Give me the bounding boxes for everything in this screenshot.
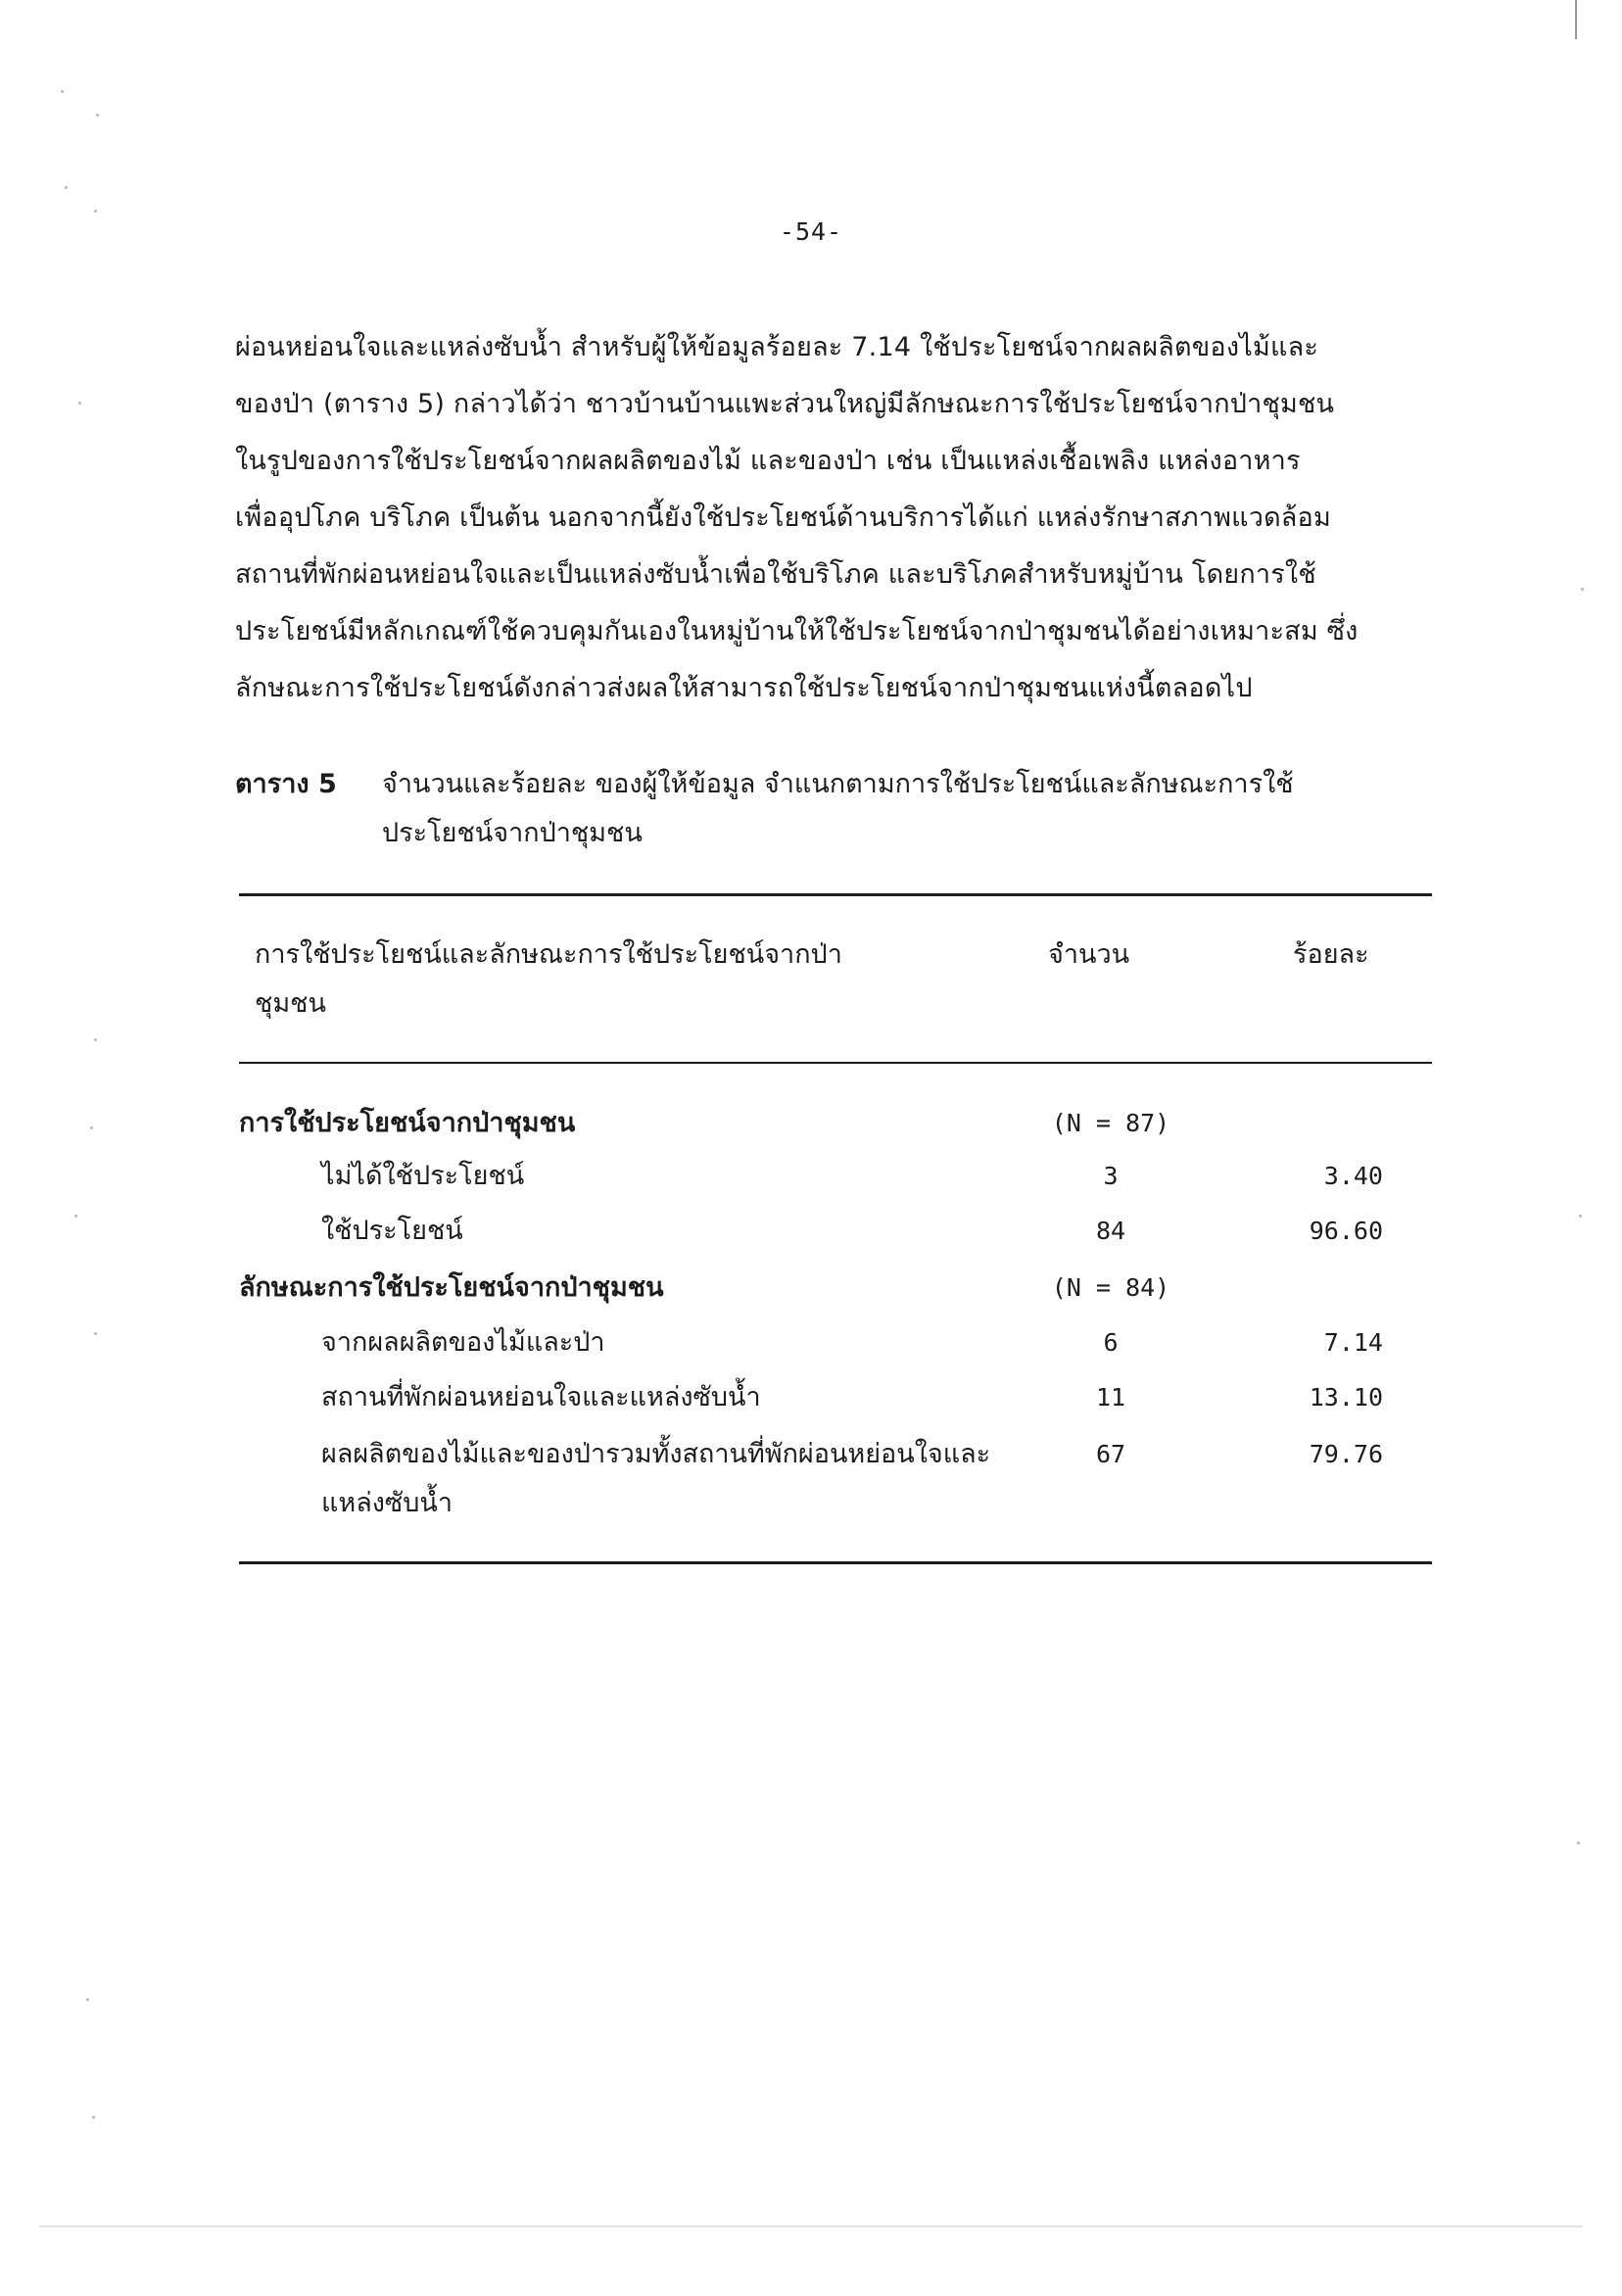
row-item: สถานที่พักผ่อนหย่อนใจและแหล่งซับน้ำ bbox=[321, 1382, 761, 1412]
scan-speck bbox=[92, 2116, 95, 2119]
scan-edge-mark bbox=[1575, 0, 1577, 39]
paragraph-line: สถานที่พักผ่อนหย่อนใจและเป็นแหล่งซับน้ำเพื่อใช้บริโภค และบริโภคสำหรับหมู่บ้าน โดยการใช้ bbox=[235, 559, 1316, 590]
table-bottom-rule bbox=[239, 1561, 1432, 1564]
header-count: จำนวน bbox=[1048, 939, 1130, 970]
body-paragraph bbox=[235, 319, 1381, 717]
scan-speck bbox=[1581, 588, 1584, 591]
row-count: (N = 84) bbox=[1051, 1273, 1170, 1302]
scan-speck bbox=[1579, 1215, 1582, 1218]
row-percent: 3.40 bbox=[1323, 1162, 1383, 1190]
header-percent: ร้อยละ bbox=[1293, 939, 1369, 970]
scan-speck bbox=[96, 114, 99, 117]
paragraph-line: ลักษณะการใช้ประโยชน์ดังกล่าวส่งผลให้สามารถใช้ประโยชน์จากป่าชุมชนแห่งนี้ตลอดไป bbox=[235, 673, 1253, 703]
page-number: -54- bbox=[779, 217, 843, 246]
row-count: 3 bbox=[1103, 1162, 1119, 1190]
row-item: ไม่ได้ใช้ประโยชน์ bbox=[321, 1161, 525, 1191]
paragraph-line: ของป่า (ตาราง 5) กล่าวได้ว่า ชาวบ้านบ้านแพะส่วนใหญ่มีลักษณะการใช้ประโยชน์จากป่าชุมชน bbox=[235, 389, 1335, 419]
row-percent: 7.14 bbox=[1323, 1328, 1383, 1357]
table-header-rule bbox=[239, 1062, 1432, 1064]
row-count: 84 bbox=[1095, 1217, 1126, 1245]
row-item: การใช้ประโยชน์จากป่าชุมชน bbox=[239, 1108, 576, 1138]
paragraph-line: ในรูปของการใช้ประโยชน์จากผลผลิตของไม้ และของป่า เช่น เป็นแหล่งเชื้อเพลิง แหล่งอาหาร bbox=[235, 446, 1301, 476]
scan-speck bbox=[65, 186, 68, 189]
scan-bottom-edge bbox=[39, 2225, 1583, 2227]
scan-speck bbox=[61, 90, 64, 93]
row-count: (N = 87) bbox=[1051, 1109, 1170, 1137]
scan-speck bbox=[94, 1038, 97, 1041]
row-count: 6 bbox=[1103, 1328, 1119, 1357]
header-item: การใช้ประโยชน์และลักษณะการใช้ประโยชน์จากป่าชุมชน bbox=[255, 939, 842, 1019]
scan-speck bbox=[90, 1126, 93, 1129]
row-percent: 13.10 bbox=[1309, 1383, 1383, 1411]
scan-speck bbox=[78, 402, 81, 405]
row-count: 11 bbox=[1095, 1383, 1126, 1411]
table-caption-label: ตาราง 5 bbox=[235, 769, 337, 799]
scan-speck bbox=[74, 1215, 77, 1218]
row-count: 67 bbox=[1095, 1440, 1126, 1468]
row-item: ลักษณะการใช้ประโยชน์จากป่าชุมชน bbox=[239, 1272, 664, 1303]
table-caption-text: จำนวนและร้อยละ ของผู้ให้ข้อมูล จำแนกตามการใช้ประโยชน์และลักษณะการใช้ประโยชน์จากป่าชุมชน bbox=[382, 769, 1294, 848]
row-item: จากผลผลิตของไม้และป่า bbox=[321, 1327, 605, 1358]
paragraph-line: ประโยชน์มีหลักเกณฑ์ใช้ควบคุมกันเองในหมู่บ้านให้ใช้ประโยชน์จากป่าชุมชนได้อย่างเหมาะสม ซึ่ง bbox=[235, 616, 1359, 646]
table-top-rule bbox=[239, 893, 1432, 896]
row-percent: 96.60 bbox=[1309, 1217, 1383, 1245]
row-percent: 79.76 bbox=[1309, 1440, 1383, 1468]
paragraph-line: ผ่อนหย่อนใจและแหล่งซับน้ำ สำหรับผู้ให้ข้อมูลร้อยละ 7.14 ใช้ประโยชน์จากผลผลิตของไม้และ bbox=[235, 332, 1319, 362]
scan-speck bbox=[86, 1998, 89, 2001]
paragraph-line: เพื่ออุปโภค บริโภค เป็นต้น นอกจากนี้ยังใช้ประโยชน์ด้านบริการได้แก่ แหล่งรักษาสภาพแวดล้อม bbox=[235, 502, 1331, 533]
row-item: ผลผลิตของไม้และของป่ารวมทั้งสถานที่พักผ่อนหย่อนใจและแหล่งซับน้ำ bbox=[321, 1439, 991, 1518]
row-item: ใช้ประโยชน์ bbox=[321, 1216, 463, 1246]
scan-speck bbox=[94, 210, 97, 213]
scan-speck bbox=[94, 1332, 97, 1335]
scan-speck bbox=[1577, 1842, 1580, 1844]
